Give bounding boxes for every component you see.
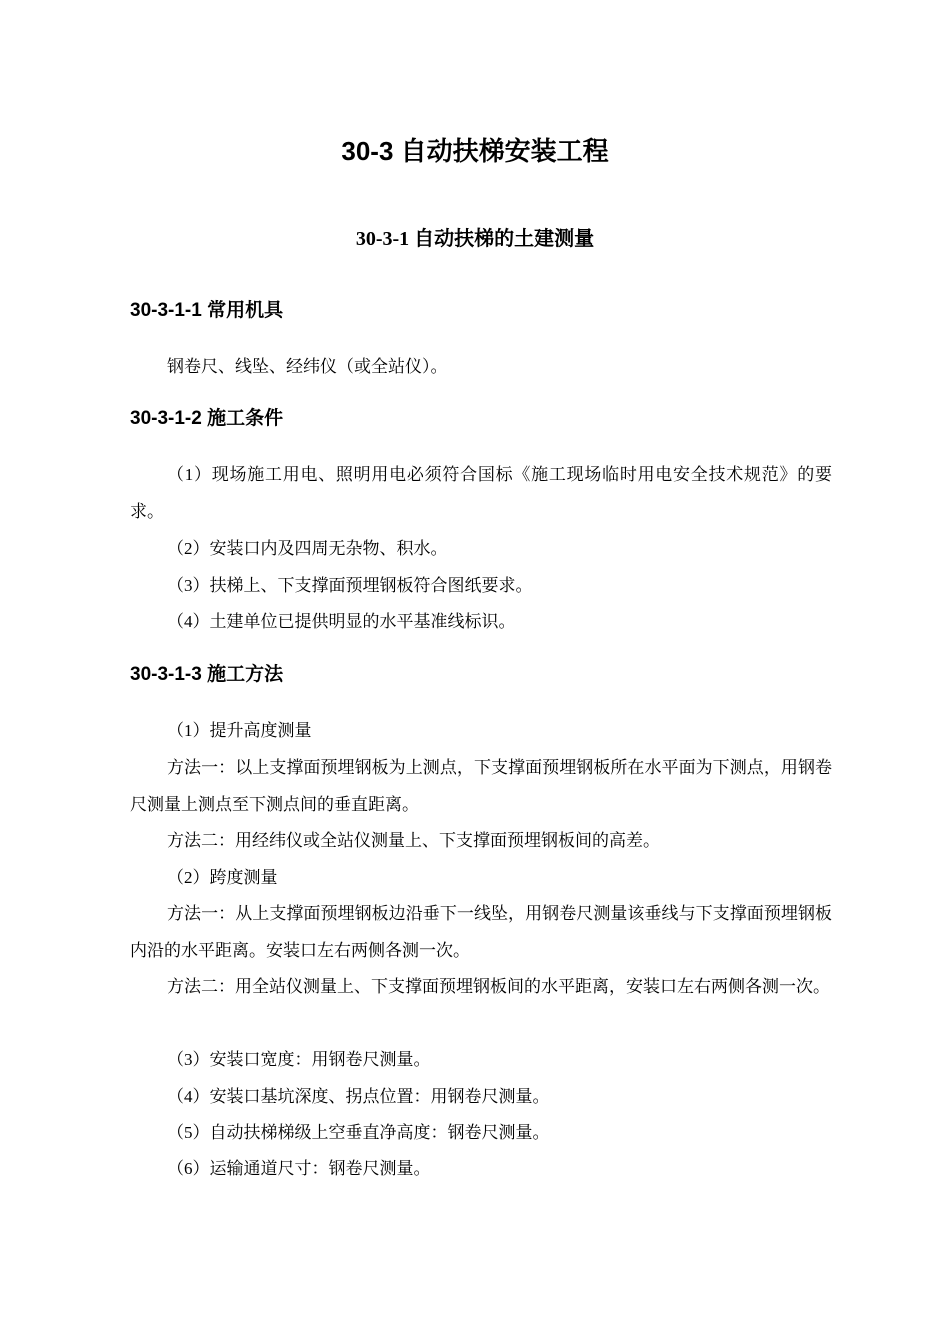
subsection-heading-methods: 30-3-1-3 施工方法 [130,664,284,685]
paragraph: （3）安装口宽度：用钢卷尺测量。 [167,1050,431,1069]
paragraph: （6）运输通道尺寸：钢卷尺测量。 [167,1159,431,1178]
paragraph: （2）安装口内及四周无杂物、积水。 [167,539,448,558]
paragraph: 方法一：从上支撑面预埋钢板边沿垂下一线坠，用钢卷尺测量该垂线与下支撑面预埋钢板内沿的水平距离。安装口左右两侧各测一次。 [130,904,832,960]
subsection-heading-tools: 30-3-1-1 常用机具 [130,300,284,321]
paragraph: （4）土建单位已提供明显的水平基准线标识。 [167,612,516,631]
paragraph: （4）安装口基坑深度、拐点位置：用钢卷尺测量。 [167,1087,550,1106]
paragraph: 方法一：以上支撑面预埋钢板为上测点，下支撑面预埋钢板所在水平面为下测点，用钢卷尺测量上测点至下测点间的垂直距离。 [130,758,832,814]
subsection-heading-conditions: 30-3-1-2 施工条件 [130,408,284,429]
paragraph: （2）跨度测量 [167,868,278,887]
paragraph: （3）扶梯上、下支撑面预埋钢板符合图纸要求。 [167,576,533,595]
paragraph: 方法二：用全站仪测量上、下支撑面预埋钢板间的水平距离，安装口左右两侧各测一次。 [167,977,830,996]
paragraph: 钢卷尺、线坠、经纬仪（或全站仪）。 [167,357,448,376]
paragraph: （1）提升高度测量 [167,721,312,740]
paragraph: 方法二：用经纬仪或全站仪测量上、下支撑面预埋钢板间的高差。 [167,831,660,850]
page-title: 30-3 自动扶梯安装工程 [341,136,609,166]
paragraph: （5）自动扶梯梯级上空垂直净高度：钢卷尺测量。 [167,1123,550,1142]
section-title: 30-3-1 自动扶梯的土建测量 [355,228,595,250]
paragraph: （1）现场施工用电、照明用电必须符合国标《施工现场临时用电安全技术规范》的要求。 [130,465,832,521]
